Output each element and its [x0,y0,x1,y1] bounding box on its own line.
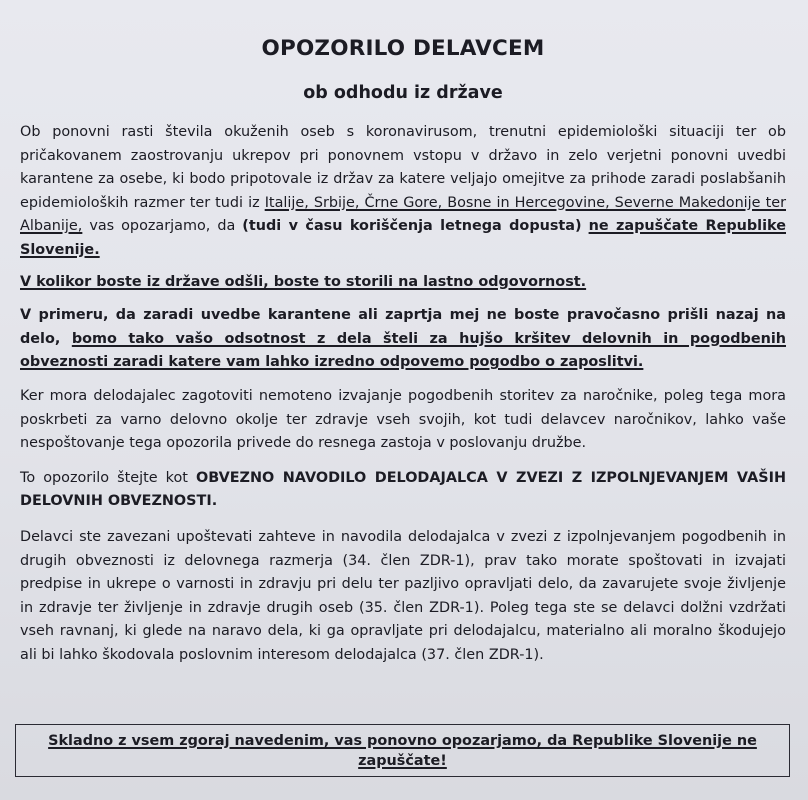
paragraph-mandatory-instruction [20,467,786,514]
own-responsibility-warning: V kolikor boste iz države odšli, boste to storili na lastno odgovornost. [20,273,587,290]
paragraph-text: V primeru, da zaradi uvedbe karantene ali zaprtja mej ne boste pravočasno prišli nazaj na delo, [20,307,786,347]
do-not-leave-warning: ne zapuščate Republike Slovenije. [20,218,786,258]
breach-warning: bomo tako vašo odsotnost z dela šteli za hujšo kršitev delovnih in pogodbenih obveznosti zaradi katere vam lahko izredno odpovemo pogodbo o zaposlitvi. [20,330,786,371]
paragraph-employer-obligations: Ker mora delodajalec zagotoviti nemoteno izvajanje pogodbenih storitev za naročnike, poleg tega mora poskrbeti za varno delovno okolje ter zdravje vseh svojih, kot tudi delavcev naročnikov, lahko vaše nespoštovanje tega opozorila privede do resnega zastoja v poslovanju družbe. [20,387,786,452]
paragraph-text: vas opozarjamo, da [82,218,243,235]
notice-subtitle: ob odhodu iz države [303,83,503,103]
notice-title: OPOZORILO DELAVCEM [261,36,545,61]
vacation-note: (tudi v času koriščenja letnega dopusta) [242,218,582,235]
paragraph-travel-warning [20,121,786,263]
paragraph-quarantine-consequence [20,304,786,375]
paragraph-legal-duties: Delavci ste zavezani upoštevati zahteve in navodila delodajalca v zvezi z izpolnjevanjem pogodbenih in drugih obveznosti iz delovnega razmerja (34. člen ZDR-1), prav tako morate spoštovati in izvajati predpise in ukrepe o varnosti in zdravju pri delu ter pazljivo opravljati delo, da zavarujete svoje življenje in zdravje ter življenje in zdravje drugih oseb (35. člen ZDR-1). Poleg tega ste se delavci dolžni vzdržati vseh ravnanj, ki glede na naravo dela, ki ga opravljate pri delodajalcu, materialno ali moralno škodujejo ali bi lahko škodovala poslovnim interesom delodajalca (37. člen ZDR-1). [20,528,786,663]
paragraph-text: To opozorilo štejte kot [20,469,196,486]
paragraph-text: Ob ponovni rasti števila okuženih oseb s koronavirusom, trenutni epidemiološki situaciji ter ob pričakovanem zaostrovanju ukrepov pri ponovnem vstopu v državo in zelo verjetni ponovni uvedbi karantene za osebe, ki bodo pripotovale iz držav za katere veljajo omejitve za prihode zaradi poslabšanih epidemioloških razmer ter tudi iz [20,124,786,211]
closing-statement-box: Skladno z vsem zgoraj navedenim, vas ponovno opozarjamo, da Republike Slovenije ne zapuščate! [15,724,790,777]
countries-list: Italije, Srbije, Črne Gore, Bosne in Hercegovine, Severne Makedonije ter Albanije, [20,194,786,235]
mandatory-instruction: OBVEZNO NAVODILO DELODAJALCA V ZVEZI Z IZPOLNJEVANJEM VAŠIH DELOVNIH OBVEZNOSTI. [20,469,786,510]
